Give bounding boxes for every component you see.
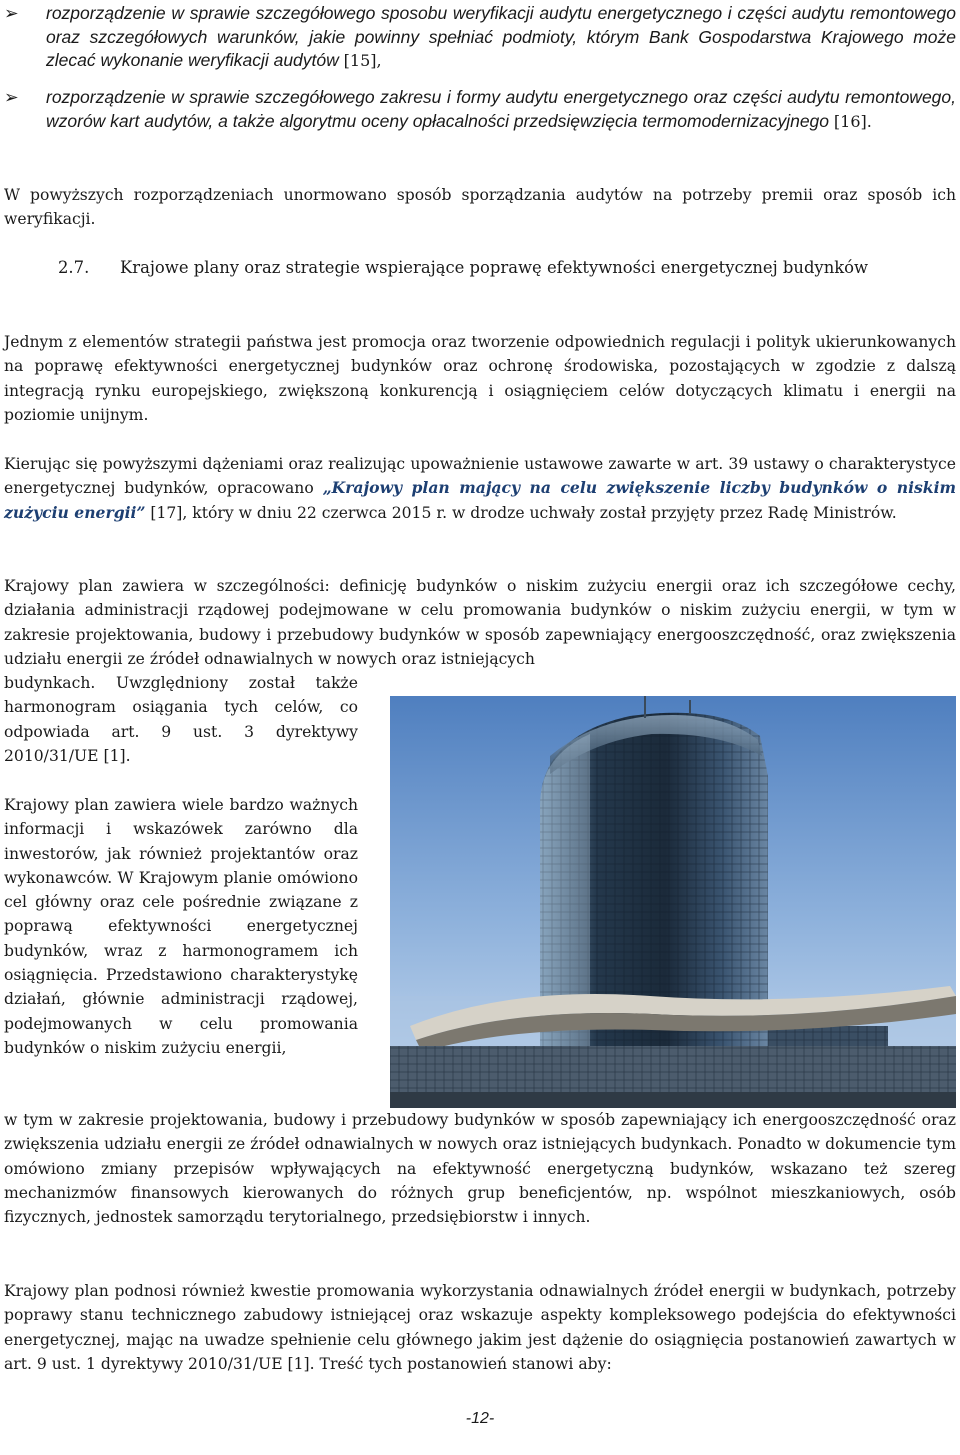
glass-office-tower-photo	[390, 696, 956, 1108]
page-number: -12-	[465, 1410, 495, 1427]
arrow-bullet-icon: ➢	[4, 87, 19, 107]
paragraph-state-strategy: Jednym z elementów strategii państwa jest promocja oraz tworzenie odpowiednich regulacji i polityk ukierunkowanych na poprawę efektywności energetycznej budynków oraz ochronę środowiska, pozostających w zgodzie z dalszą integracją rynku europejskiego, zwiększoną konkurencją i osiągnięciem celów dotyczących klimatu i energii na poziomie unijnym.	[4, 333, 956, 424]
paragraph-renewables: Krajowy plan podnosi również kwestie promowania wykorzystania odnawialnych źródeł energii w budynkach, potrzeby poprawy stanu technicznego zabudowy istniejącej oraz wskazuje aspekty kompleksowego podejścia do efektywności energetycznej, mając na uwadze spełnienie celu głównego jakim jest dążenie do osiągnięcia postanowień zawartych w art. 9 ust. 1 dyrektywy 2010/31/UE [1]. Treść tych postanowień stanowi aby:	[4, 1282, 956, 1373]
paragraph-plan-contents-continued: budynkach. Uwzględniony został także harmonogram osiągania tych celów, co odpowiada art. 9 ust. 3 dyrektywy 2010/31/UE [1].	[4, 674, 358, 765]
paragraph-plan-guidance-continued: w tym w zakresie projektowania, budowy i przebudowy budynków w sposób zapewniający ich energooszczędność oraz zwiększenia udziału energii ze źródeł odnawialnych w nowych oraz istniejących budynkach. Ponadto w dokumencie tym omówiono zmiany przepisów wpływających na efektywność energetyczną budynków, wskazano też szereg mechanizmów finansowych kierowanych do różnych grup beneficjentów, np. wspólnot mieszkaniowych, osób fizycznych, jednostek samorządu terytorialnego, przedsiębiorstw i innych.	[4, 1111, 956, 1227]
citation-ref: [15],	[343, 51, 382, 70]
paragraph-national-plan-intro: Kierując się powyższymi dążeniami oraz realizując upoważnienie ustawowe zawarte w art. 39 ustawy o charakterystyce energetycznej budynków, opracowano „Krajowy plan mający na celu zwiększenie liczby budynków o niskim zużyciu energii” [17], który w dniu 22 czerwca 2015 r. w drodze uchwały został przyjęty przez Radę Ministrów.	[4, 455, 956, 522]
paragraph-regulations-summary: W powyższych rozporządzeniach unormowano sposób sporządzania audytów na potrzeby premii oraz sposób ich weryfikacji.	[4, 186, 956, 229]
bullet-item-scope-regulation	[4, 86, 956, 133]
paragraph-plan-guidance: Krajowy plan zawiera wiele bardzo ważnych informacji i wskazówek zarówno dla inwestorów, jak również projektantów oraz wykonawców. W Krajowym planie omówiono cel główny oraz cele pośrednie związane z poprawą efektywności energetycznej budynków, wraz z harmonogramem ich osiągnięcia. Przedstawiono charakterystykę działań, głównie administracji rządowej, podejmowanych w celu promowania budynków o niskim zużyciu energii,	[4, 796, 358, 1057]
bullet-text: rozporządzenie w sprawie szczegółowego sposobu weryfikacji audytu energetycznego i części audytu remontowego oraz szczegółowych warunków, jakie powinny spełniać podmioty, którym Bank Gospodarstwa Krajowego może zlecać wykonanie weryfikacji audytów	[46, 3, 956, 70]
bullet-item-verification-regulation	[4, 2, 956, 73]
paragraph-plan-contents: Krajowy plan zawiera w szczególności: definicję budynków o niskim zużyciu energii oraz ich szczegółowe cechy, działania administracji rządowej podejmowane w celu promowania budynków o niskim zużyciu energii, w tym w zakresie projektowania, budowy i przebudowy budynków w sposób zapewniający energooszczędność, oraz zwiększenia udziału energii ze źródeł odnawialnych w nowych oraz istniejących	[4, 577, 956, 668]
section-title: Krajowe plany oraz strategie wspierające poprawę efektywności energetycznej budynków	[120, 258, 869, 277]
section-heading	[58, 256, 956, 281]
citation-ref: [16].	[833, 111, 872, 131]
bullet-text: rozporządzenie w sprawie szczegółowego zakresu i formy audytu energetycznego oraz części audytu remontowego, wzorów kart audytów, a także algorytmu oceny opłacalności przedsięwzięcia termomodernizacyjnego	[46, 87, 956, 131]
national-plan-title: „Krajowy plan mający na celu zwiększenie liczby budynków o niskim zużyciu energii”	[4, 478, 956, 522]
section-number: 2.7.	[58, 258, 90, 277]
arrow-bullet-icon: ➢	[4, 3, 19, 23]
